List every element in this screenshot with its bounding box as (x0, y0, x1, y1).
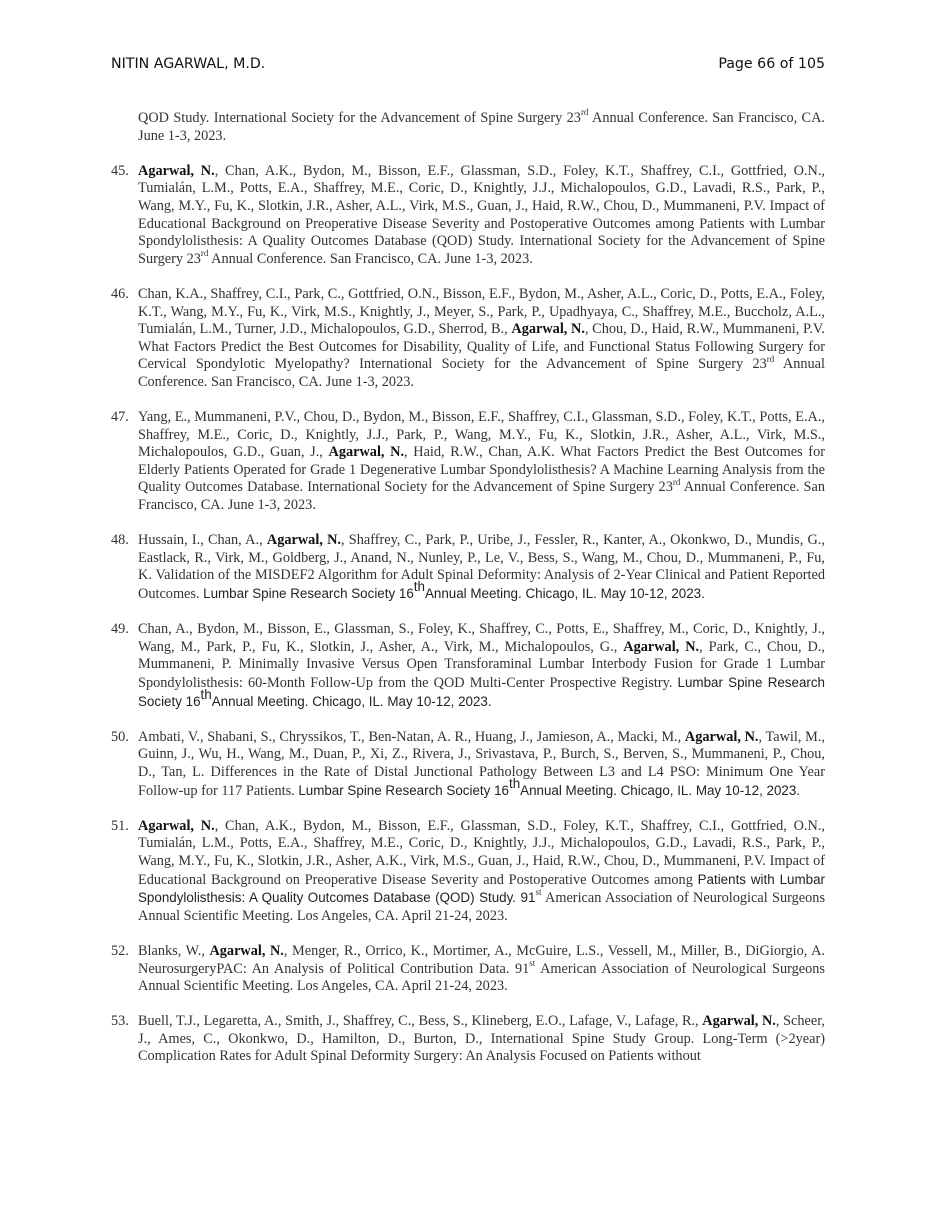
page-header (111, 56, 825, 78)
reference-number: 53. (111, 1013, 129, 1030)
highlighted-author: Agarwal, N. (702, 1013, 776, 1030)
highlighted-author: Agarwal, N. (138, 817, 215, 834)
reference-list (111, 163, 825, 1066)
reference-item-46: 46. Chan, K.A., Shaffrey, C.I., Park, C., Gottfried, O.N., Bisson, E.F., Bydon, M., Asher, A.L., Coric, D., Potts, E.A., Foley, K.T., Wang, M.Y., Fu, K., Virk, M.S., Knightly, J., Meyer, S., Park, P., Upadhyaya, C., Shaffrey, M.E., Buccholz, A.L., Tumialán, L.M., Turner, J.D., Michalopoulos, G.D., Sherrod, B., Agarwal, N., Chou, D., Haid, R.W., Mummaneni, P.V. What Factors Predict the Best Outcomes for Disability, Quality of Life, and Functional Status Following Surgery for Cervical Spondylotic Myelopathy? International Society for the Advancement of Spine Surgery 23rd Annual Conference. San Francisco, CA. June 1-3, 2023. (111, 285, 825, 390)
reference-number: 48. (111, 532, 129, 549)
highlighted-author: Agarwal, N. (684, 728, 759, 745)
header-page-number: Page 66 of 105 (718, 56, 825, 72)
reference-number: 46. (111, 285, 129, 302)
reference-number: 45. (111, 162, 129, 179)
reference-number: 50. (111, 728, 129, 745)
references-content (111, 107, 826, 1084)
header-name: NITIN AGARWAL, M.D. (111, 56, 266, 72)
reference-item-53: 53. Buell, T.J., Legaretta, A., Smith, J., Shaffrey, C., Bess, S., Klineberg, E.O., Lafage, V., Lafage, R., Agarwal, N., Scheer, J., Ames, C., Okonkwo, D., Hamilton, D., Burton, D., International Spine Study Group. Long-Term (>2year) Complication Rates for Adult Spinal Deformity Surgery: An Analysis Focused on Patients without (111, 1013, 825, 1065)
highlighted-author: Agarwal, N. (623, 638, 700, 655)
highlighted-author: Agarwal, N. (266, 532, 341, 549)
highlighted-author: Agarwal, N. (328, 444, 405, 461)
reference-item-47: 47. Yang, E., Mummaneni, P.V., Chou, D., Bydon, M., Bisson, E.F., Shaffrey, C.I., Glassman, S.D., Foley, K.T., Potts, E.A., Shaffrey, M.E., Coric, D., Knightly, J.J., Park, P., Wang, M.Y., Fu, K., Slotkin, J.R., Asher, A.L., Virk, M.S., Michalopoulos, G.D., Guan, J., Agarwal, N., Haid, R.W., Chan, A.K. What Factors Predict the Best Outcomes for Elderly Patients Operated for Grade 1 Degenerative Lumbar Spondylolisthesis? A Machine Learning Analysis from the Quality Outcomes Database. International Society for the Advancement of Spine Surgery 23rd Annual Conference. San Francisco, CA. June 1-3, 2023. (111, 409, 825, 514)
highlighted-author: Agarwal, N. (138, 162, 215, 179)
reference-number: 47. (111, 409, 129, 426)
reference-number: 49. (111, 621, 129, 638)
reference-item-52: 52. Blanks, W., Agarwal, N., Menger, R., Orrico, K., Mortimer, A., McGuire, L.S., Vessell, M., Miller, B., DiGiorgio, A. NeurosurgeryPAC: An Analysis of Political Contribution Data. 91st American Association of Neurological Surgeons Annual Scientific Meeting. Los Angeles, CA. April 21-24, 2023. (111, 942, 825, 995)
reference-item-49: 49. Chan, A., Bydon, M., Bisson, E., Glassman, S., Foley, K., Shaffrey, C., Potts, E., Shaffrey, M., Coric, D., Knightly, J., Wang, M., Park, P., Fu, K., Slotkin, J., Asher, A., Virk, M., Michalopoulos, G., Agarwal, N., Park, C., Chou, D., Mummaneni, P. Minimally Invasive Versus Open Transforaminal Lumbar Interbody Fusion for Grade 1 Lumbar Spondylolisthesis: 60-Month Follow-Up from the QOD Multi-Center Prospective Registry. Lumbar Spine Research Society 16thAnnual Meeting. Chicago, IL. May 10-12, 2023. (111, 621, 825, 709)
highlighted-author: Agarwal, N. (209, 942, 284, 959)
reference-item-51: 51. Agarwal, N., Chan, A.K., Bydon, M., Bisson, E.F., Glassman, S.D., Foley, K.T., Shaffrey, C.I., Gottfried, O.N., Tumialán, L.M., Potts, E.A., Shaffrey, M.E., Coric, D., Knightly, J.J., Michalopoulos, G.D., Lavadi, R.S., Park, P., Wang, M.Y., Fu, K., Slotkin, J.R., Asher, A.K., Virk, M.S., Guan, J., Haid, R.W., Chou, D., Mummaneni, P.V. Impact of Educational Background on Preoperative Disease Severity and Postoperative Outcomes among Patients with Lumbar Spondylolisthesis: A Quality Outcomes Database (QOD) Study. 91st American Association of Neurological Surgeons Annual Scientific Meeting. Los Angeles, CA. April 21-24, 2023. (111, 817, 826, 924)
reference-number: 52. (111, 942, 129, 959)
reference-item-48: 48. Hussain, I., Chan, A., Agarwal, N., Shaffrey, C., Park, P., Uribe, J., Fessler, R., Kanter, A., Okonkwo, D., Mundis, G., Eastlack, R., Virk, M., Goldberg, J., Anand, N., Nunley, P., Le, V., Bess, S., Wang, M., Chou, D., Mummaneni, P., Fu, K. Validation of the MISDEF2 Algorithm for Adult Spinal Deformity: Analysis of 2-Year Clinical and Patient Reported Outcomes. Lumbar Spine Research Society 16thAnnual Meeting. Chicago, IL. May 10-12, 2023. (111, 532, 825, 603)
reference-item-45: 45. Agarwal, N., Chan, A.K., Bydon, M., Bisson, E.F., Glassman, S.D., Foley, K.T., Shaffrey, C.I., Gottfried, O.N., Tumialán, L.M., Potts, E.A., Shaffrey, M.E., Coric, D., Knightly, J.J., Michalopoulos, G.D., Lavadi, R.S., Park, P., Wang, M.Y., Fu, K., Slotkin, J.R., Asher, A.L., Virk, M.S., Guan, J., Haid, R.W., Chou, D., Mummaneni, P.V. Impact of Educational Background on Preoperative Disease Severity and Postoperative Outcomes among Patients with Lumbar Spondylolisthesis: A Quality Outcomes Database (QOD) Study. International Society for the Advancement of Spine Surgery 23rd Annual Conference. San Francisco, CA. June 1-3, 2023. (111, 162, 825, 267)
highlighted-author: Agarwal, N. (511, 321, 585, 338)
reference-item-50: 50. Ambati, V., Shabani, S., Chryssikos, T., Ben-Natan, A. R., Huang, J., Jamieson, A., Macki, M., Agarwal, N., Tawil, M., Guinn, J., Wu, H., Wang, M., Duan, P., Xi, Z., Rivera, J., Srivastava, P., Burch, S., Berven, S., Mummaneni, P., Chou, D., Tan, L. Differences in the Rate of Distal Junctional Pathology Between L3 and L4 PSO: Minimum One Year Follow-up for 117 Patients. Lumbar Spine Research Society 16thAnnual Meeting. Chicago, IL. May 10-12, 2023. (111, 728, 826, 799)
reference-number: 51. (111, 817, 129, 834)
continuation-text: QOD Study. International Society for the Advancement of Spine Surgery 23rd Annual Conference. San Francisco, CA. June 1-3, 2023. (138, 107, 825, 144)
